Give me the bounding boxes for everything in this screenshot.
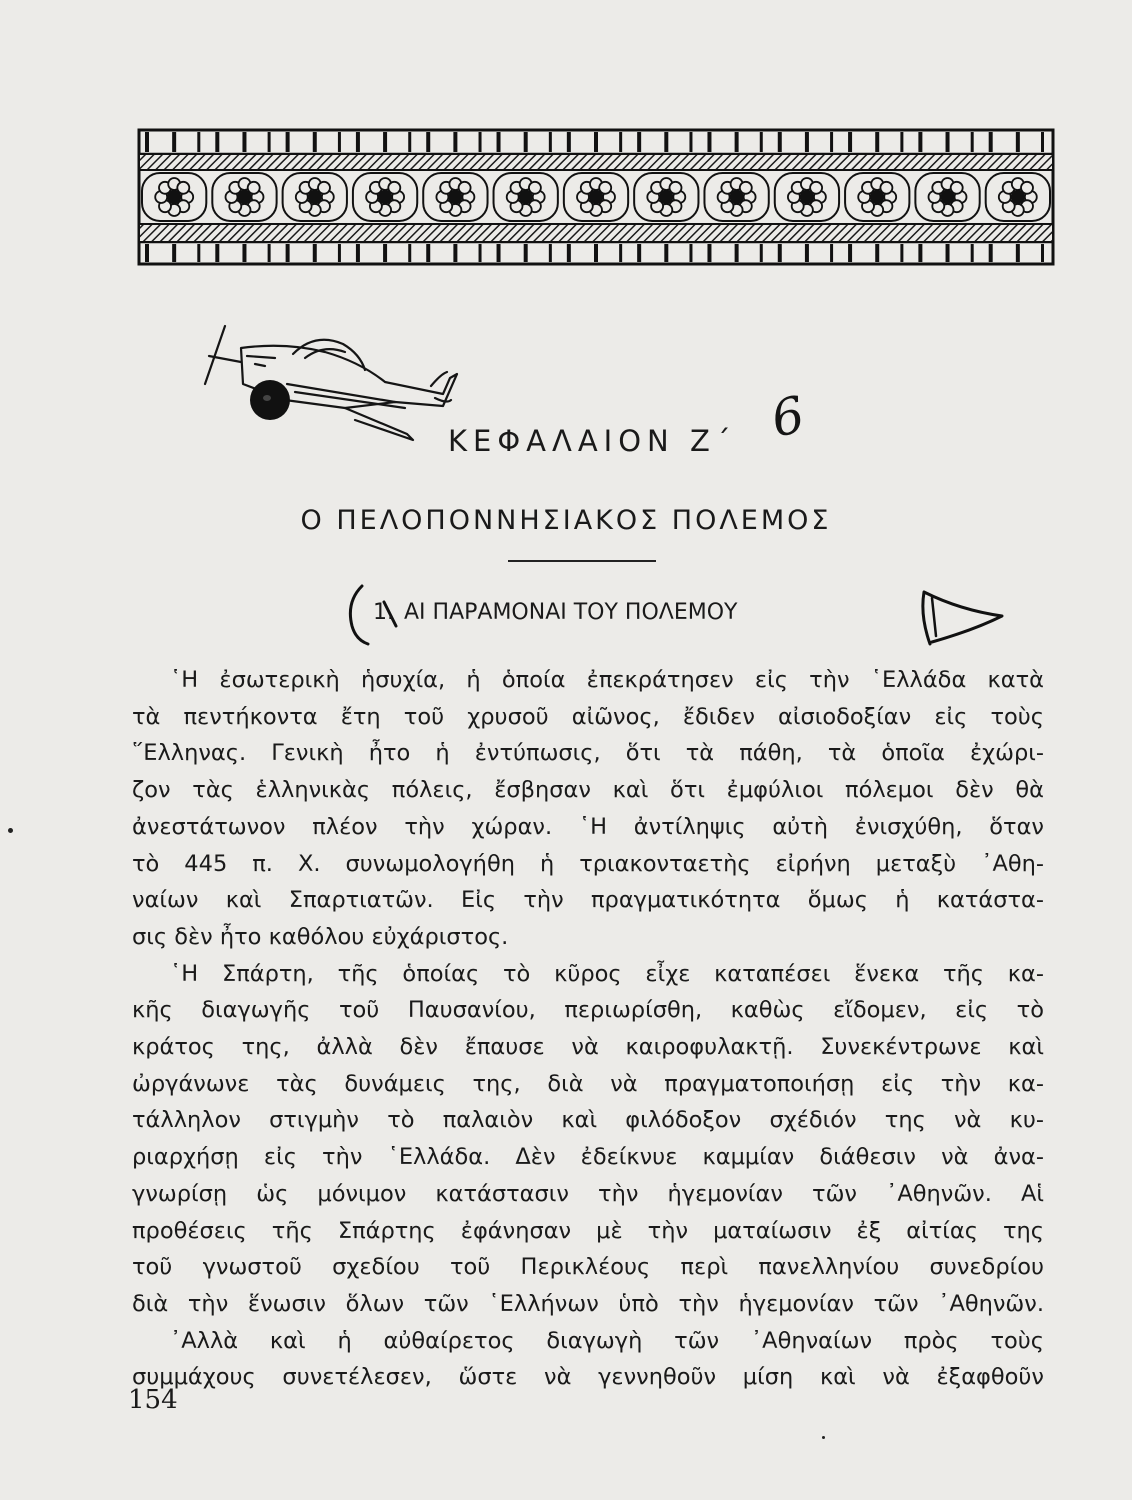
handwritten-triangle-icon — [912, 586, 1008, 650]
body-line: τοῦ γνωστοῦ σχεδίου τοῦ Περικλέους περὶ πανελληνίου συνεδρίου — [132, 1254, 1044, 1281]
ink-speck — [8, 828, 13, 833]
body-line: κῆς διαγωγῆς τοῦ Παυσανίου, περιωρίσθη, καθὼς εἴδομεν, εἰς τὸ — [132, 997, 1044, 1024]
body-line: προθέσεις τῆς Σπάρτης ἐφάνησαν μὲ τὴν ματαίωσιν ἐξ αἰτίας της — [132, 1217, 1044, 1244]
handwritten-margin-number: 6 — [766, 385, 810, 449]
section-number: 1. — [373, 600, 394, 625]
body-line: σις δὲν ἦτο καθόλου εὐχάριστος. — [132, 923, 509, 950]
body-line: ῞Ελληνας. Γενικὴ ἦτο ἡ ἐντύπωσις, ὅτι τὰ πάθη, τὰ ὁποῖα ἐχώρι- — [132, 740, 1044, 767]
section-title: ΑΙ ΠΑΡΑΜΟΝΑΙ ΤΟΥ ΠΟΛΕΜΟΥ — [404, 600, 738, 625]
chapter-title: Ο ΠΕΛΟΠΟΝΝΗΣΙΑΚΟΣ ΠΟΛΕΜΟΣ — [300, 505, 832, 536]
body-line: ζον τὰς ἑλληνικὰς πόλεις, ἔσβησαν καὶ ὅτι ἐμφύλιοι πόλεμοι δὲν θὰ — [132, 777, 1044, 804]
body-line: τάλληλον στιγμὴν τὸ παλαιὸν καὶ φιλόδοξον σχέδιόν της νὰ κυ- — [132, 1107, 1044, 1134]
body-line: ῾Η ἐσωτερικὴ ἡσυχία, ἡ ὁποία ἐπεκράτησεν εἰς τὴν ῾Ελλάδα κατὰ — [170, 667, 1044, 693]
section-heading — [373, 600, 747, 625]
body-line: τὰ πεντήκοντα ἔτη τοῦ χρυσοῦ αἰῶνος, ἔδιδεν αἰσιοδοξίαν εἰς τοὺς — [132, 703, 1044, 730]
body-line: ἀνεστάτωνον πλέον τὴν χώραν. ῾Η ἀντίληψις αὐτὴ ἐνισχύθη, ὅταν — [132, 813, 1044, 840]
page-number: 154 — [128, 1385, 178, 1415]
body-line: διὰ τὴν ἕνωσιν ὅλων τῶν ῾Ελλήνων ὑπὸ τὴν ἡγεμονίαν τῶν ᾿Αθηνῶν. — [132, 1290, 1044, 1317]
body-line: γνωρίσῃ ὡς μόνιμον κατάστασιν τὴν ἡγεμονίαν τῶν ᾿Αθηνῶν. Αἱ — [132, 1180, 1044, 1207]
body-line: ὠργάνωνε τὰς δυνάμεις της, διὰ νὰ πραγματοποιήσῃ εἰς τὴν κα- — [132, 1070, 1044, 1097]
body-line: συμμάχους συνετέλεσεν, ὥστε νὰ γεννηθοῦν μίση καὶ νὰ ἐξαφθοῦν — [132, 1364, 1044, 1391]
chapter-label: ΚΕΦΑΛΑΙΟΝ Ζ΄ — [448, 424, 737, 458]
ornamental-border-band — [137, 128, 1055, 268]
body-line: τὸ 445 π. Χ. συνωμολογήθη ἡ τριακονταετὴς εἰρήνη μεταξὺ ᾿Αθη- — [132, 850, 1044, 877]
body-line: ναίων καὶ Σπαρτιατῶν. Εἰς τὴν πραγματικότητα ὅμως ἡ κατάστα- — [132, 887, 1044, 914]
body-line: κράτος της, ἀλλὰ δὲν ἔπαυσε νὰ καιροφυλακτῇ. Συνεκέντρωνε καὶ — [132, 1034, 1044, 1060]
body-line: ριαρχήσῃ εἰς τὴν ῾Ελλάδα. Δὲν ἐδείκνυε καμμίαν διάθεσιν νὰ ἀνα- — [132, 1144, 1044, 1171]
airplane-doodle-icon — [195, 322, 465, 452]
body-line: ῾Η Σπάρτη, τῆς ὁποίας τὸ κῦρος εἶχε καταπέσει ἕνεκα τῆς κα- — [170, 960, 1044, 987]
body-line: ᾿Αλλὰ καὶ ἡ αὐθαίρετος διαγωγὴ τῶν ᾿Αθηναίων πρὸς τοὺς — [170, 1327, 1044, 1354]
ink-speck — [822, 1436, 825, 1439]
title-divider — [508, 560, 656, 562]
